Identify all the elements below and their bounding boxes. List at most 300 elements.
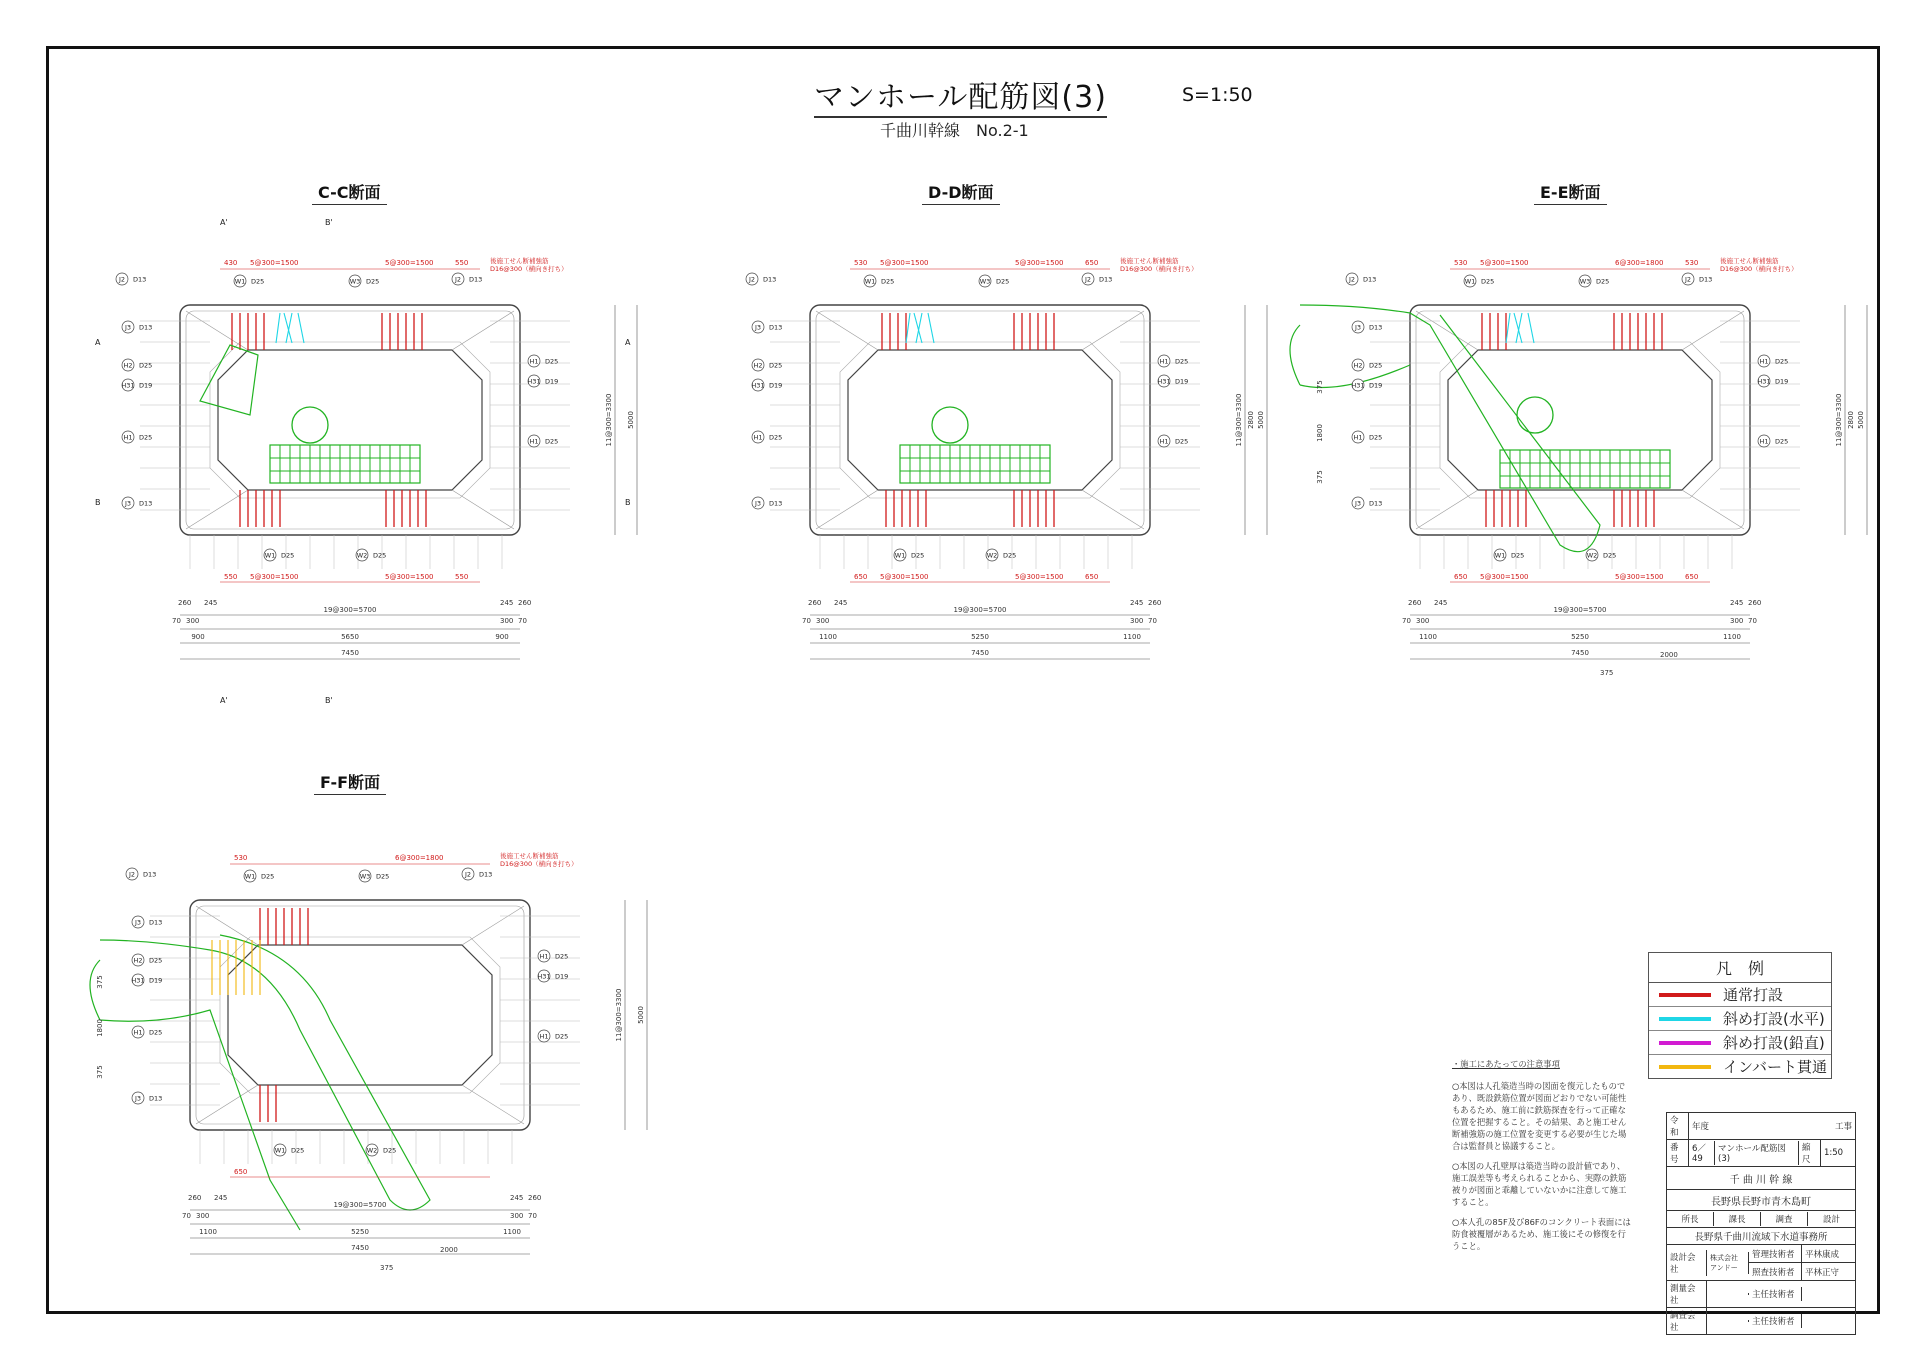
bar-mark-label: H2 — [123, 361, 133, 370]
tb-role: 課長 — [1714, 1212, 1761, 1226]
bar-mark-label: W3 — [349, 277, 361, 286]
tb-office: 長野県千曲川流域下水道事務所 — [1694, 1232, 1828, 1243]
dim-vspan: 11@300=3300 — [605, 393, 613, 447]
notes-heading: ・施工にあたっての注意事項 — [1452, 1059, 1560, 1069]
tb-row — [1667, 1308, 1855, 1334]
ladder-frame — [270, 445, 420, 483]
cut-label-b: B — [95, 498, 101, 507]
bar-size-label: D25 — [1603, 551, 1617, 560]
tb-row — [1667, 1245, 1855, 1281]
dim-inner: 5650 — [341, 633, 359, 641]
dim-top-mid: 5@300=1500 — [1480, 259, 1529, 267]
bar-mark-label: H1 — [753, 433, 763, 442]
bar-size-label: D25 — [545, 357, 559, 366]
dim-inner: 5250 — [971, 633, 989, 641]
bar-size-label: D25 — [881, 277, 895, 286]
tb-blank — [1802, 1293, 1855, 1295]
corner-bar — [186, 311, 248, 350]
tb-role: 所長 — [1667, 1212, 1714, 1226]
dim-edge: 300 — [1130, 617, 1144, 625]
bar-size-label: D25 — [149, 956, 163, 965]
dim-edge: 70 — [182, 1212, 191, 1220]
dim-inner: 5250 — [1571, 633, 1589, 641]
shear-note-line2: D16@300（横向き打ち） — [490, 265, 568, 273]
dim-bottom-left: 650 — [234, 1168, 248, 1176]
bar-mark-label: H1 — [539, 1032, 549, 1041]
tb-drawing-name: マンホール配筋図(3) — [1715, 1141, 1799, 1165]
bar-mark-label: W2 — [366, 1146, 378, 1155]
bar-mark-label: J2 — [1684, 275, 1692, 284]
tb-scale-label: 縮尺 — [1799, 1140, 1821, 1166]
bar-mark-label: W3 — [359, 872, 371, 881]
dim-top-left: 430 — [224, 259, 238, 267]
tb-line-name: 千 曲 川 幹 線 — [1729, 1174, 1793, 1186]
bar-size-label: D19 — [1369, 381, 1383, 390]
bar-mark-label: H2 — [133, 956, 143, 965]
dim-top-mid2: 5@300=1500 — [1015, 259, 1064, 267]
tb-row — [1749, 1263, 1855, 1280]
bar-mark-label: H2 — [753, 361, 763, 370]
dim-height: 5000 — [627, 411, 635, 429]
shear-note-line1: 後施工せん断補強筋 — [1120, 257, 1179, 265]
diagonal-bar — [928, 313, 934, 343]
dim-bottom-mid: 5@300=1500 — [1480, 573, 1529, 581]
dim-top-mid2: 6@300=1800 — [1615, 259, 1664, 267]
dim-edge: 245 — [214, 1194, 228, 1202]
tb-design-staff — [1749, 1245, 1855, 1280]
tb-chief-label: 主任技術者 — [1749, 1287, 1802, 1301]
bar-mark-label: J2 — [454, 275, 462, 284]
bar-mark-label: H1 — [123, 433, 133, 442]
dim-pipe: 375 — [380, 1264, 394, 1272]
legend-box — [1648, 952, 1832, 1079]
bar-size-label: D25 — [251, 277, 265, 286]
bar-size-label: D25 — [1175, 437, 1189, 446]
dim-side-left: 900 — [191, 633, 205, 641]
bar-mark-label: J2 — [748, 275, 756, 284]
bar-size-label: D25 — [139, 433, 153, 442]
bar-mark-label: H1 — [1159, 357, 1169, 366]
tb-inv-label: 照査技術者 — [1749, 1263, 1802, 1280]
dim-top-mid: 5@300=1500 — [880, 259, 929, 267]
dim-pipe: 2000 — [440, 1246, 458, 1254]
dim-height: 5000 — [637, 1006, 645, 1024]
legend-item — [1649, 983, 1831, 1007]
dim-side-right: 1100 — [1123, 633, 1141, 641]
dim-edge: 245 — [1130, 599, 1144, 607]
bar-mark-label: H1 — [1353, 433, 1363, 442]
corner-bar — [452, 490, 514, 529]
dim-top-right: 650 — [1085, 259, 1099, 267]
dim-edge: 260 — [178, 599, 192, 607]
tb-chief-label: 主任技術者 — [1749, 1314, 1802, 1328]
dim-edge: 300 — [500, 617, 514, 625]
bar-size-label: D13 — [769, 499, 783, 508]
dim-edge: 260 — [188, 1194, 202, 1202]
bar-mark-label: H1 — [529, 357, 539, 366]
dim-pipe: 375 — [1600, 669, 1614, 677]
bar-mark-label: H1 — [1159, 437, 1169, 446]
dim-edge: 70 — [1748, 617, 1757, 625]
bar-mark-label: W2 — [1586, 551, 1598, 560]
bar-mark-label: J3 — [754, 323, 762, 332]
note-item: ○本図は人孔築造当時の図面を復元したものであり、既設鉄筋位置が図面どおりでない可能性もあるため、施工前に鉄筋探査を行って正確な位置を把握すること。その結果、あと施工せん断補強筋の施工位置を変更する必要が生じた場合は監督員と協議すること。 — [1452, 1081, 1627, 1151]
bar-mark-label: J3 — [124, 499, 132, 508]
bar-size-label: D25 — [1596, 277, 1610, 286]
dim-edge: 245 — [1730, 599, 1744, 607]
dim-edge: 245 — [834, 599, 848, 607]
rebar-outer-line — [1416, 311, 1744, 529]
cut-label-a: A — [625, 338, 631, 347]
bar-mark-label: H31 — [1351, 381, 1365, 390]
legend-title: 凡 例 — [1649, 953, 1831, 983]
bar-size-label: D13 — [1699, 275, 1713, 284]
dim-total: 7450 — [341, 649, 359, 657]
dim-edge: 70 — [1402, 617, 1411, 625]
dim-span: 19@300=5700 — [333, 1201, 387, 1209]
tb-row — [1667, 1167, 1855, 1190]
bar-size-label: D25 — [911, 551, 925, 560]
bar-size-label: D13 — [149, 1094, 163, 1103]
dim-bottom-left: 650 — [854, 573, 868, 581]
dim-pipe: 375 — [1316, 470, 1324, 484]
bar-mark-label: J2 — [1084, 275, 1092, 284]
bar-size-label: D25 — [261, 872, 275, 881]
section-drawing-ee — [1300, 205, 1865, 725]
dim-edge: 260 — [528, 1194, 542, 1202]
tb-role: 調査 — [1761, 1212, 1808, 1226]
dim-bottom-right: 650 — [1685, 573, 1699, 581]
tb-study-co: 調査会社 — [1667, 1308, 1707, 1334]
dim-edge: 245 — [1434, 599, 1448, 607]
dim-side-right: 1100 — [503, 1228, 521, 1236]
tb-blank — [1802, 1320, 1855, 1322]
rebar-outer-line — [186, 311, 514, 529]
bar-size-label: D13 — [763, 275, 777, 284]
legend-label: 斜め打設(水平) — [1723, 1010, 1825, 1028]
legend-swatch — [1659, 1041, 1711, 1045]
dim-edge: 260 — [518, 599, 532, 607]
bar-mark-label: J2 — [1348, 275, 1356, 284]
dim-side-left: 1100 — [819, 633, 837, 641]
tb-year: 年度 — [1692, 1122, 1710, 1132]
tb-inv-name: 平林正守 — [1805, 1267, 1840, 1278]
rebar-outer-line — [196, 906, 524, 1124]
tb-num-value: 6／49 — [1689, 1141, 1715, 1165]
dim-top-mid2: 6@300=1800 — [395, 854, 444, 862]
tb-blank — [1707, 1320, 1749, 1322]
inclined-pipe — [200, 345, 258, 415]
bar-mark-label: H1 — [529, 437, 539, 446]
bar-size-label: D19 — [545, 377, 559, 386]
tb-blank — [1707, 1293, 1749, 1295]
drawing-scale: S=1:50 — [1182, 84, 1253, 106]
bar-mark-label: J3 — [134, 918, 142, 927]
bar-size-label: D19 — [1775, 377, 1789, 386]
title-block — [1666, 1112, 1856, 1335]
bar-size-label: D25 — [376, 872, 390, 881]
bar-size-label: D25 — [555, 952, 569, 961]
bar-mark-label: J3 — [1354, 323, 1362, 332]
dim-height: 5000 — [1857, 411, 1865, 429]
bar-mark-label: W3 — [1579, 277, 1591, 286]
section-title-ff: F-F断面 — [314, 770, 386, 795]
dim-total: 7450 — [351, 1244, 369, 1252]
dim-top-mid: 5@300=1500 — [250, 259, 299, 267]
bar-mark-label: W1 — [244, 872, 256, 881]
bar-size-label: D25 — [1511, 551, 1525, 560]
bar-size-label: D25 — [1481, 277, 1495, 286]
dim-bottom-mid: 5@300=1500 — [250, 573, 299, 581]
shear-note-line1: 後施工せん断補強筋 — [1720, 257, 1779, 265]
bar-size-label: D25 — [769, 361, 783, 370]
shear-note-line1: 後施工せん断補強筋 — [500, 852, 559, 860]
bar-size-label: D25 — [1775, 357, 1789, 366]
bar-mark-label: H2 — [1353, 361, 1363, 370]
bar-size-label: D25 — [281, 551, 295, 560]
tb-era: 令和 — [1667, 1113, 1689, 1139]
legend-item — [1649, 1031, 1831, 1055]
diagonal-bar — [298, 313, 304, 343]
ladder-frame — [900, 445, 1050, 483]
legend-label: 斜め打設(鉛直) — [1723, 1034, 1825, 1052]
bar-size-label: D19 — [555, 972, 569, 981]
dim-bottom-mid2: 5@300=1500 — [1015, 573, 1064, 581]
bar-size-label: D25 — [555, 1032, 569, 1041]
dim-top-left: 530 — [854, 259, 868, 267]
bar-mark-label: W2 — [356, 551, 368, 560]
bar-mark-label: W1 — [1464, 277, 1476, 286]
drawing-title: マンホール配筋図(3) — [814, 72, 1107, 118]
corner-bar — [462, 1085, 524, 1124]
bar-size-label: D25 — [1369, 433, 1383, 442]
dim-bottom-mid2: 5@300=1500 — [385, 573, 434, 581]
bar-size-label: D13 — [133, 275, 147, 284]
bar-mark-label: W1 — [1494, 551, 1506, 560]
pipe-opening — [932, 407, 968, 443]
bar-mark-label: J3 — [124, 323, 132, 332]
bar-mark-label: H1 — [133, 1028, 143, 1037]
dim-edge: 70 — [802, 617, 811, 625]
bar-mark-label: J2 — [128, 870, 136, 879]
bar-mark-label: J2 — [464, 870, 472, 879]
construction-notes — [1452, 1058, 1632, 1260]
tb-mgr-name: 平林康成 — [1805, 1249, 1840, 1260]
corner-bar — [1082, 311, 1144, 350]
dim-edge: 70 — [528, 1212, 537, 1220]
tb-row — [1667, 1211, 1855, 1228]
bar-mark-label: H31 — [527, 377, 541, 386]
section-title-ee: E-E断面 — [1534, 180, 1607, 205]
bar-mark-label: J3 — [134, 1094, 142, 1103]
dim-edge: 245 — [510, 1194, 524, 1202]
corner-bar — [1416, 490, 1478, 529]
dim-side-right: 1100 — [1723, 633, 1741, 641]
dim-pipe: 2000 — [1660, 651, 1678, 659]
bar-size-label: D25 — [373, 551, 387, 560]
dim-span: 19@300=5700 — [1553, 606, 1607, 614]
drawing-subtitle: 千曲川幹線 No.2-1 — [880, 121, 1029, 140]
dim-top-mid2: 5@300=1500 — [385, 259, 434, 267]
dim-edge: 70 — [1148, 617, 1157, 625]
bar-size-label: D13 — [139, 323, 153, 332]
cut-label-a: A — [95, 338, 101, 347]
tb-row — [1667, 1140, 1855, 1167]
bar-size-label: D13 — [1369, 323, 1383, 332]
tb-row — [1667, 1113, 1855, 1140]
bar-mark-label: H1 — [1759, 437, 1769, 446]
section-drawing-ff — [96, 840, 660, 1310]
dim-vspan: 11@300=3300 — [1835, 393, 1843, 447]
dim-vspan: 11@300=3300 — [1235, 393, 1243, 447]
dim-bottom-right: 650 — [1085, 573, 1099, 581]
bar-size-label: D19 — [149, 976, 163, 985]
diagonal-bar — [276, 313, 280, 343]
bar-mark-label: H31 — [131, 976, 145, 985]
dim-edge: 260 — [1408, 599, 1422, 607]
dim-edge: 300 — [1730, 617, 1744, 625]
section-title-dd: D-D断面 — [922, 180, 1000, 205]
bar-size-label: D13 — [1363, 275, 1377, 284]
tb-work: 工事 — [1834, 1122, 1852, 1132]
dim-bottom-right: 550 — [455, 573, 469, 581]
dim-edge: 70 — [172, 617, 181, 625]
corner-bar — [196, 906, 258, 945]
bar-size-label: D13 — [143, 870, 157, 879]
legend-swatch — [1659, 1017, 1711, 1021]
tb-row — [1667, 1281, 1855, 1308]
bar-mark-label: J3 — [1354, 499, 1362, 508]
bar-size-label: D19 — [1175, 377, 1189, 386]
corner-bar — [1682, 490, 1744, 529]
dim-edge: 300 — [816, 617, 830, 625]
inner-opening — [228, 945, 492, 1085]
dim-top-left: 530 — [1454, 259, 1468, 267]
bar-mark-label: W1 — [274, 1146, 286, 1155]
corner-bar — [816, 490, 878, 529]
cut-label-b: B — [625, 498, 631, 507]
shear-note-line2: D16@300（横向き打ち） — [500, 860, 578, 868]
bar-mark-label: H1 — [539, 952, 549, 961]
bar-size-label: D13 — [479, 870, 493, 879]
bar-mark-label: H31 — [537, 972, 551, 981]
tb-row — [1667, 1190, 1855, 1211]
corner-bar — [452, 311, 514, 350]
pipe-opening — [292, 407, 328, 443]
bar-size-label: D13 — [769, 323, 783, 332]
corner-bar — [1682, 311, 1744, 350]
corner-bar — [462, 906, 524, 945]
tb-role: 設計 — [1822, 1215, 1840, 1225]
tb-num-label: 番号 — [1667, 1140, 1689, 1166]
bar-size-label: D13 — [1099, 275, 1113, 284]
cut-label-top: B' — [325, 218, 333, 227]
corner-bar — [1082, 490, 1144, 529]
dim-edge: 300 — [510, 1212, 524, 1220]
bar-mark-label: H31 — [121, 381, 135, 390]
bar-mark-label: W1 — [864, 277, 876, 286]
dim-pipe: 375 — [96, 975, 104, 989]
bar-mark-label: H31 — [1757, 377, 1771, 386]
dim-height: 5000 — [1257, 411, 1265, 429]
dim-inner: 5250 — [351, 1228, 369, 1236]
tb-location: 長野県長野市青木島町 — [1711, 1196, 1811, 1208]
cut-label-bottom: A' — [220, 696, 228, 705]
legend-item — [1649, 1007, 1831, 1031]
dim-edge: 70 — [518, 617, 527, 625]
bar-mark-label: H31 — [751, 381, 765, 390]
dim-vspan2: 2800 — [1247, 411, 1255, 429]
dim-pipe: 375 — [1316, 380, 1324, 394]
dim-top-left: 530 — [234, 854, 248, 862]
bar-mark-label: W3 — [979, 277, 991, 286]
tb-mgr-label: 管理技術者 — [1749, 1245, 1802, 1262]
bar-mark-label: W1 — [264, 551, 276, 560]
bar-mark-label: W1 — [234, 277, 246, 286]
section-drawing-cc — [80, 205, 640, 725]
corner-bar — [1416, 311, 1478, 350]
tb-scale-value: 1:50 — [1824, 1148, 1844, 1158]
dim-span: 19@300=5700 — [953, 606, 1007, 614]
bar-size-label: D25 — [545, 437, 559, 446]
tb-survey-co: 測量会社 — [1667, 1281, 1707, 1307]
dim-edge: 245 — [204, 599, 218, 607]
dim-side-left: 1100 — [199, 1228, 217, 1236]
bar-size-label: D25 — [149, 1028, 163, 1037]
rebar-inner-line — [220, 937, 500, 1093]
dim-pipe: 1800 — [1316, 424, 1324, 442]
dim-span: 19@300=5700 — [323, 606, 377, 614]
bar-size-label: D13 — [139, 499, 153, 508]
bar-size-label: D25 — [1369, 361, 1383, 370]
pipe-opening — [1517, 397, 1553, 433]
bar-size-label: D13 — [1369, 499, 1383, 508]
bar-size-label: D25 — [996, 277, 1010, 286]
legend-label: 通常打設 — [1723, 986, 1784, 1004]
bar-mark-label: H1 — [1759, 357, 1769, 366]
rebar-outer-line — [816, 311, 1144, 529]
bar-size-label: D19 — [769, 381, 783, 390]
note-item: ○本人孔の85F及び86Fのコンクリート表面には防食被覆層があるため、施工後にその修復を行うこと。 — [1452, 1217, 1631, 1251]
section-title-cc: C-C断面 — [312, 180, 387, 205]
shear-note-line1: 後施工せん断補強筋 — [490, 257, 549, 265]
tb-row — [1667, 1228, 1855, 1245]
dim-edge: 300 — [196, 1212, 210, 1220]
bar-size-label: D25 — [139, 361, 153, 370]
dim-edge: 245 — [500, 599, 514, 607]
tb-design-co: 設計会社 — [1667, 1250, 1707, 1276]
bar-size-label: D19 — [139, 381, 153, 390]
shear-note-line2: D16@300（横向き打ち） — [1120, 265, 1198, 273]
cut-label-bottom: B' — [325, 696, 333, 705]
bar-size-label: D13 — [149, 918, 163, 927]
bar-size-label: D25 — [291, 1146, 305, 1155]
dim-top-right: 550 — [455, 259, 469, 267]
corner-bar — [186, 490, 248, 529]
legend-swatch — [1659, 1065, 1711, 1069]
bar-mark-label: J3 — [754, 499, 762, 508]
legend-label: インバート貫通 — [1723, 1058, 1827, 1076]
dim-vspan: 11@300=3300 — [615, 988, 623, 1042]
bar-size-label: D25 — [769, 433, 783, 442]
bar-size-label: D13 — [469, 275, 483, 284]
dim-bottom-mid2: 5@300=1500 — [1615, 573, 1664, 581]
dim-edge: 260 — [1148, 599, 1162, 607]
corner-bar — [816, 311, 878, 350]
section-drawing-dd — [720, 205, 1280, 675]
dim-pipe: 375 — [96, 1065, 104, 1079]
bar-size-label: D25 — [1775, 437, 1789, 446]
